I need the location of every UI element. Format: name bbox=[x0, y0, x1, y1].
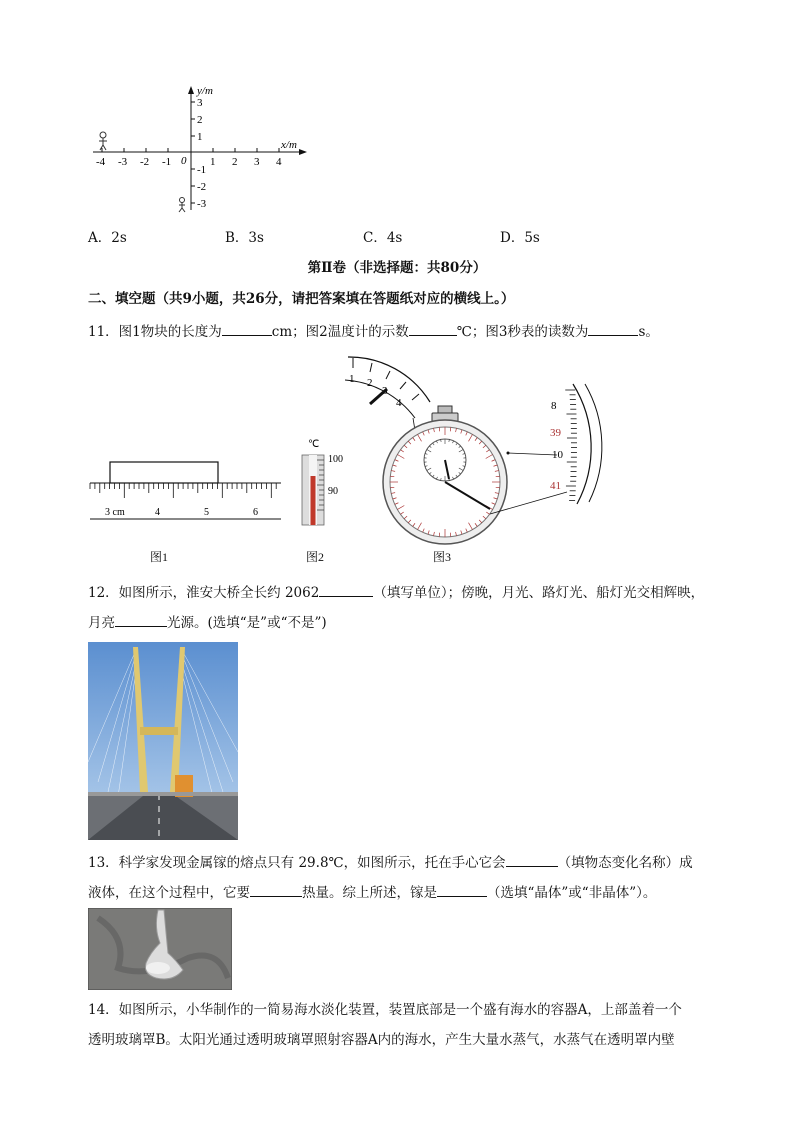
answer-blank[interactable] bbox=[437, 882, 487, 897]
person-b-icon bbox=[179, 198, 185, 213]
y-tick: 2 bbox=[197, 114, 203, 126]
answer-blank[interactable] bbox=[319, 582, 373, 597]
option-d[interactable]: D．5s bbox=[500, 230, 540, 246]
section-title: 第Ⅱ卷（非选择题：共80分） bbox=[307, 260, 487, 276]
y-tick: -1 bbox=[197, 164, 207, 176]
scale-number: 10 bbox=[552, 449, 563, 461]
origin-label: 0 bbox=[181, 155, 187, 167]
question-13-line1: 13．科学家发现金属镓的熔点只有 29.8℃，如图所示，托在手心它会 （填物态变化名称）成 bbox=[88, 852, 693, 873]
answer-blank[interactable] bbox=[506, 852, 558, 867]
section-heading: 二、填空题（共9小题，共26分，请把答案填在答题纸对应的横线上。） bbox=[88, 291, 515, 307]
figure-3-stopwatch bbox=[345, 352, 607, 548]
bridge-photo bbox=[88, 642, 238, 840]
question-14-line1: 14．如图所示，小华制作的一简易海水淡化装置，装置底部是一个盛有海水的容器A，上部盖着一个 bbox=[88, 1002, 682, 1018]
question-12-line1: 12．如图所示，淮安大桥全长约 2062 （填写单位）；傍晚，月光、路灯光、船灯光交相辉映， bbox=[88, 582, 704, 603]
option-c[interactable]: C．4s bbox=[363, 230, 403, 246]
y-tick: -3 bbox=[197, 198, 207, 210]
question-13-line2: 液体，在这个过程中，它要 热量。综上所述，镓是 （选填“晶体”或“非晶体”）。 bbox=[88, 882, 656, 903]
y-tick: 1 bbox=[197, 131, 203, 143]
answer-blank[interactable] bbox=[588, 321, 638, 336]
x-tick: -4 bbox=[96, 156, 106, 168]
option-b[interactable]: B．3s bbox=[225, 230, 264, 246]
answer-blank[interactable] bbox=[250, 882, 302, 897]
gallium-photo bbox=[88, 908, 232, 990]
scale-number: 41 bbox=[550, 480, 561, 492]
x-tick: 1 bbox=[210, 156, 216, 168]
x-tick: 2 bbox=[232, 156, 238, 168]
ruler-label: 4 bbox=[155, 507, 160, 518]
question-12-line2: 月亮 光源。(选填“是”或“不是”) bbox=[88, 612, 327, 633]
x-tick: -2 bbox=[140, 156, 150, 168]
x-tick: 3 bbox=[254, 156, 260, 168]
figure-2-caption: 图2 bbox=[306, 550, 325, 564]
figure-1-caption: 图1 bbox=[150, 550, 169, 564]
y-axis-label: y/m bbox=[197, 85, 213, 97]
scale-number: 39 bbox=[550, 427, 561, 439]
coordinate-graph bbox=[85, 82, 315, 217]
dial-number: 1 bbox=[349, 373, 355, 385]
person-a-icon bbox=[99, 132, 107, 150]
thermo-tick: 100 bbox=[328, 454, 343, 465]
x-tick: 4 bbox=[276, 156, 282, 168]
scale-number: 8 bbox=[551, 400, 557, 412]
x-axis-label: x/m bbox=[281, 139, 297, 151]
ruler-label: 6 bbox=[253, 507, 258, 518]
option-a[interactable]: A．2s bbox=[88, 230, 127, 246]
ruler-label: 3 cm bbox=[105, 507, 125, 518]
answer-blank[interactable] bbox=[222, 321, 272, 336]
figure-3-caption: 图3 bbox=[433, 550, 452, 564]
y-tick: -2 bbox=[197, 181, 207, 193]
y-tick: 3 bbox=[197, 97, 203, 109]
ruler-label: 5 bbox=[204, 507, 209, 518]
dial-number: 4 bbox=[396, 397, 402, 409]
x-tick: -1 bbox=[162, 156, 172, 168]
figure-1-ruler bbox=[88, 455, 283, 525]
thermo-tick: 90 bbox=[328, 486, 338, 497]
question-11: 11．图1物块的长度为 cm；图2温度计的示数 ℃；图3秒表的读数为 s。 bbox=[88, 321, 659, 342]
thermo-unit: ℃ bbox=[308, 439, 320, 450]
dial-number: 2 bbox=[367, 377, 373, 389]
x-tick: -3 bbox=[118, 156, 128, 168]
answer-blank[interactable] bbox=[115, 612, 167, 627]
answer-blank[interactable] bbox=[409, 321, 457, 336]
question-14-line2: 透明玻璃罩B。太阳光通过透明玻璃罩照射容器A内的海水，产生大量水蒸气，水蒸气在透明罩内壁 bbox=[88, 1032, 675, 1048]
